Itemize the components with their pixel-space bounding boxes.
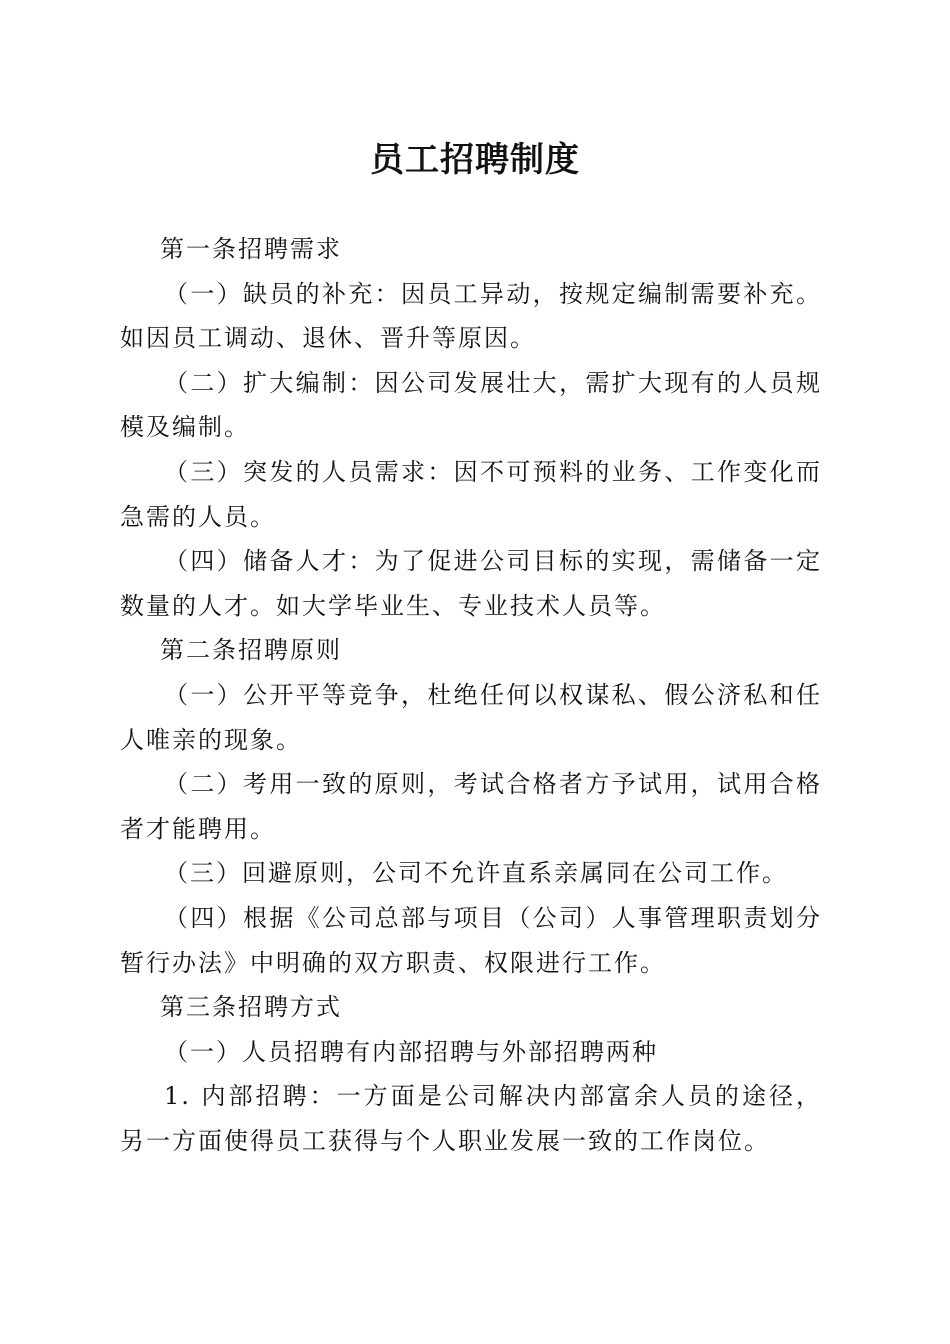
paragraph: （四）根据《公司总部与项目（公司）人事管理职责划分暂行办法》中明确的双方职责、权限进行工作。 [120, 903, 822, 977]
paragraph: （三）突发的人员需求：因不可预料的业务、工作变化而急需的人员。 [120, 457, 822, 531]
paragraph: （一）公开平等竞争，杜绝任何以权谋私、假公济私和任人唯亲的现象。 [120, 680, 822, 754]
paragraph: （一）缺员的补充：因员工异动，按规定编制需要补充。如因员工调动、退休、晋升等原因。 [120, 279, 822, 353]
paragraph: （二）扩大编制：因公司发展壮大，需扩大现有的人员规模及编制。 [120, 368, 822, 442]
paragraph: （一）人员招聘有内部招聘与外部招聘两种 [164, 1037, 658, 1066]
paragraph: 1. 内部招聘：一方面是公司解决内部富余人员的途径，另一方面使得员工获得与个人职业发展一致的工作岗位。 [120, 1082, 822, 1155]
section-heading-3: 第三条招聘方式 [160, 993, 342, 1022]
paragraph: （二）考用一致的原则，考试合格者方予试用，试用合格者才能聘用。 [120, 770, 822, 843]
section-heading-2: 第二条招聘原则 [160, 636, 342, 665]
paragraph: （四）储备人才：为了促进公司目标的实现，需储备一定数量的人才。如大学毕业生、专业技术人员等。 [120, 547, 822, 620]
document-title: 员工招聘制度 [370, 140, 580, 180]
document-body [120, 227, 822, 1163]
section-heading-1: 第一条招聘需求 [160, 235, 342, 263]
paragraph: （三）回避原则，公司不允许直系亲属同在公司工作。 [164, 859, 788, 888]
